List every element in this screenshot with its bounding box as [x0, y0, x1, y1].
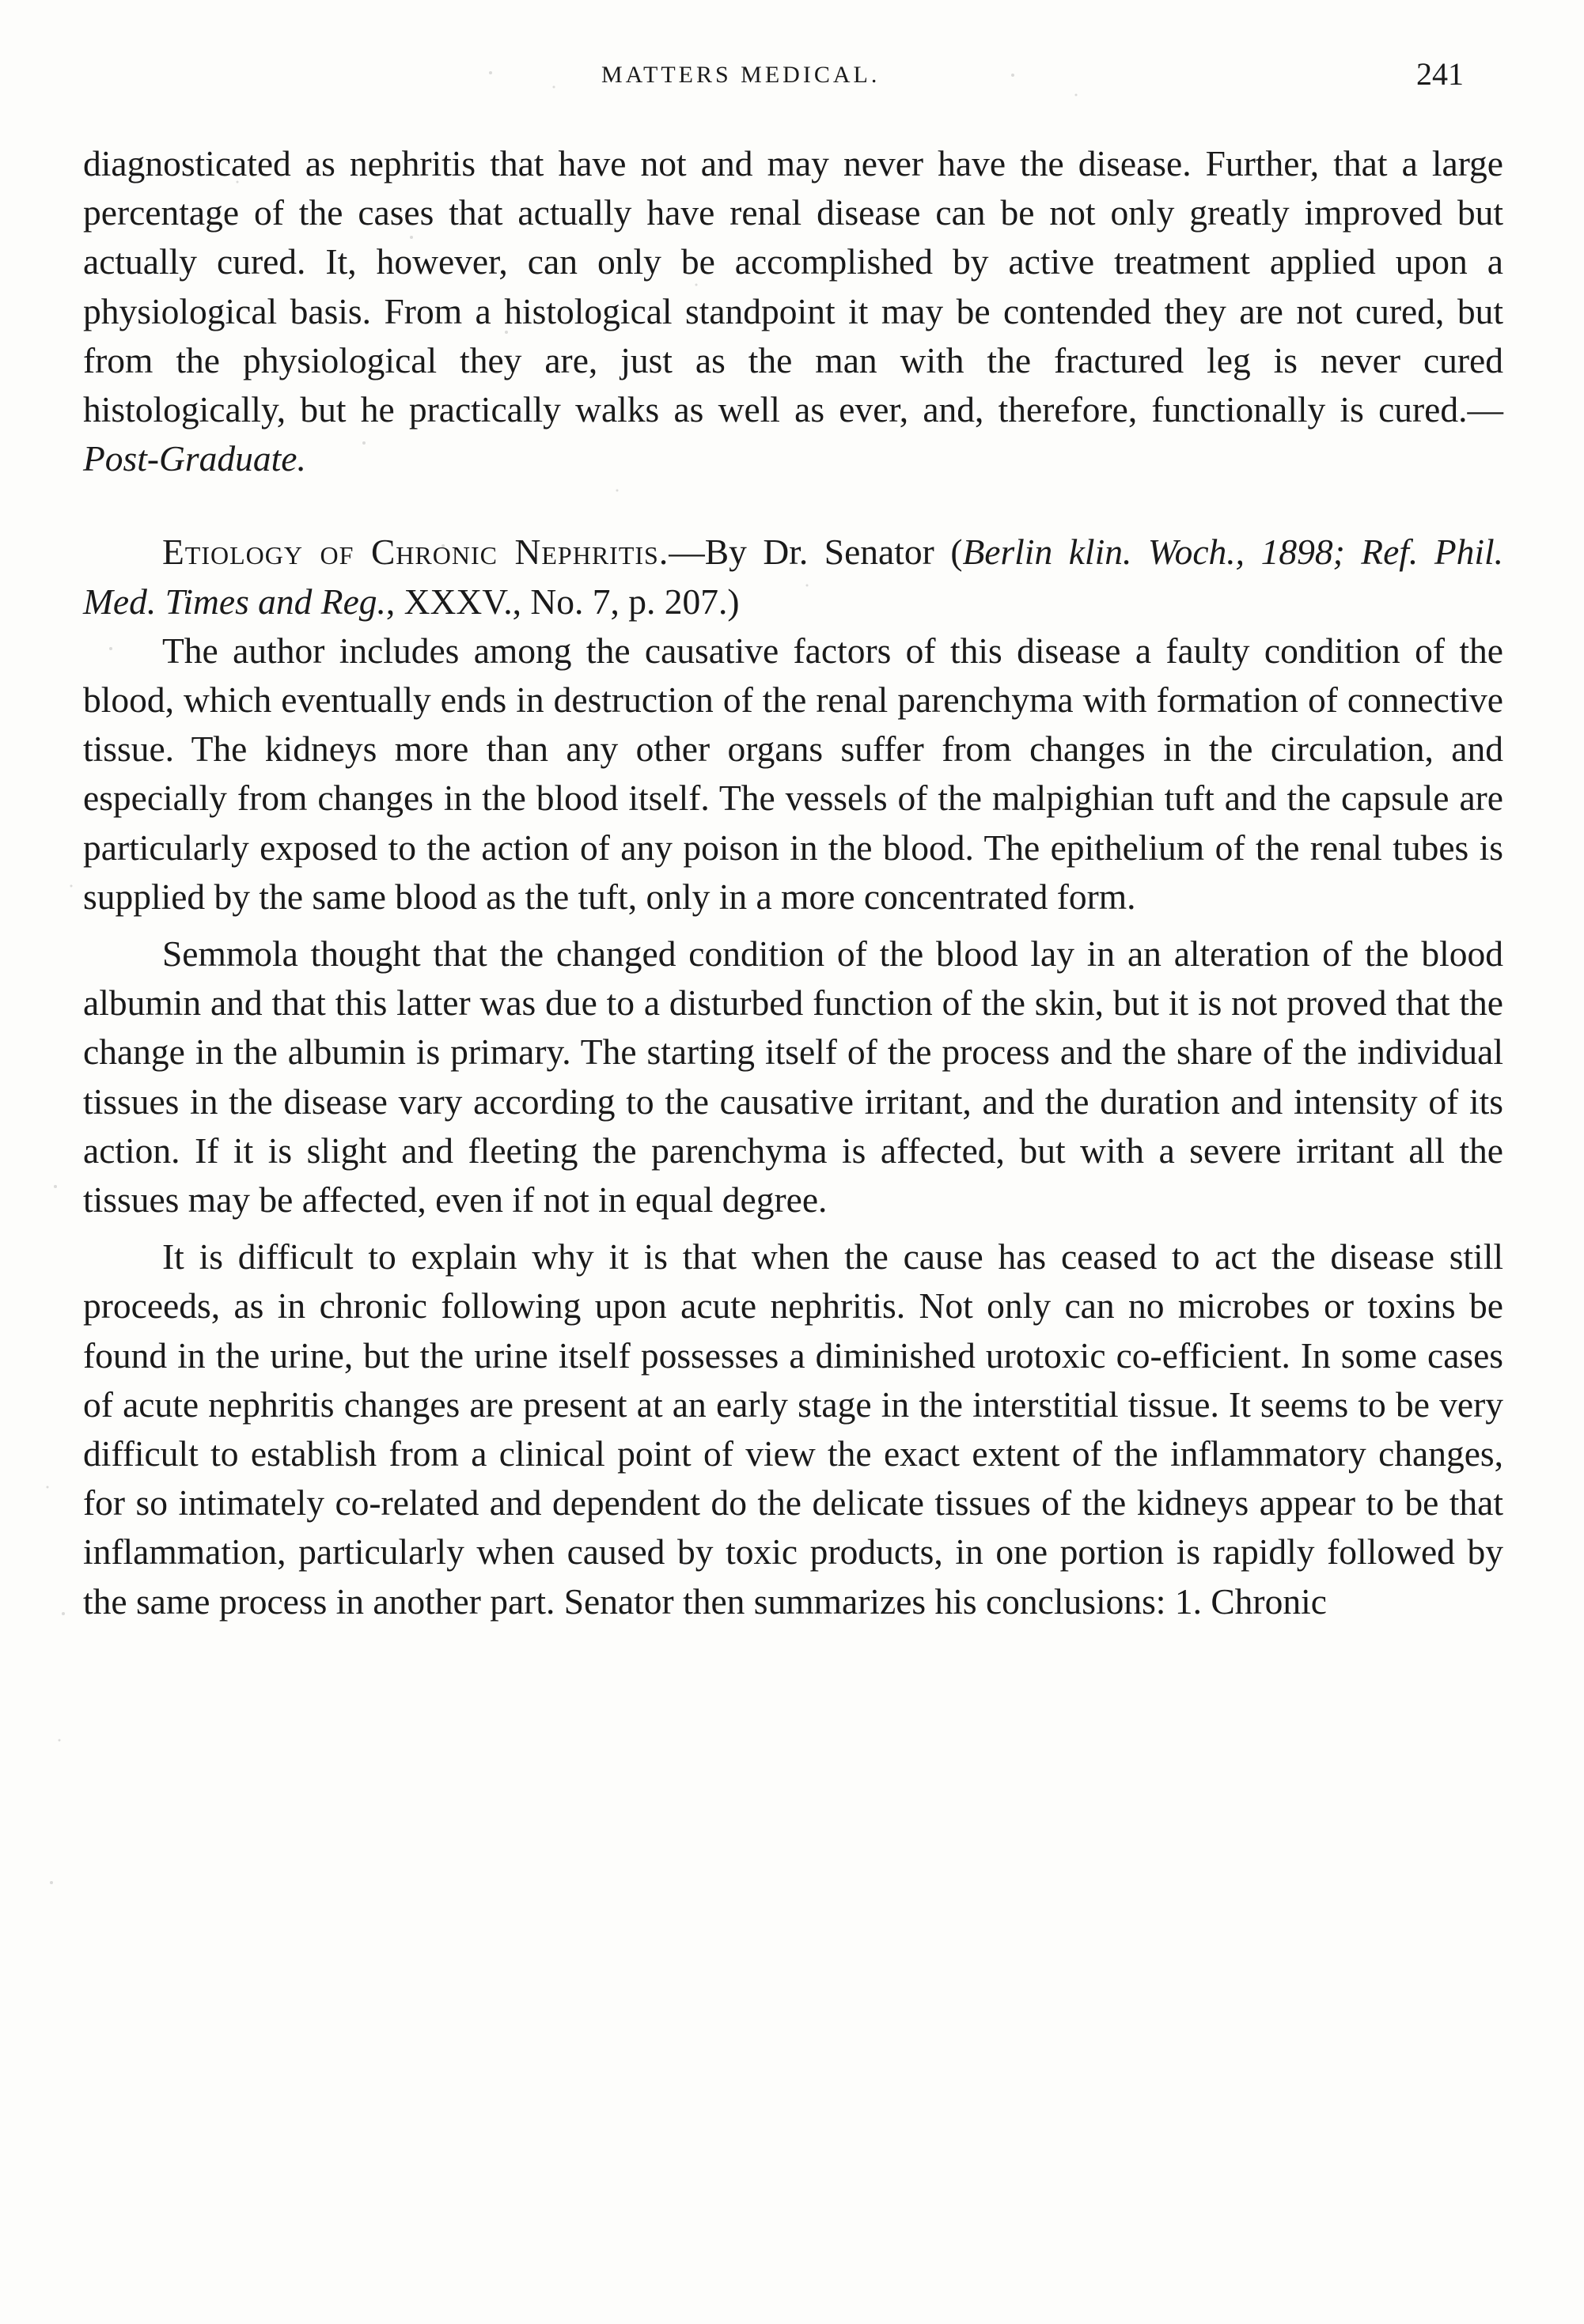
- citation-details: , XXXV., No. 7, p. 207.): [385, 581, 740, 622]
- source-attribution: Post-Graduate.: [83, 438, 306, 479]
- page-number: 241: [1416, 56, 1464, 92]
- continuation-text: diagnosticated as nephritis that have not and may never have the disease. Further, that a large percentage of the cases that actually have renal disease can be not only greatly improved but actually cured. It, however, can only be accomplished by active treatment applied upon a physiological basis. From a histological standpoint it may be contended they are not cured, but from the physiological they are, just as the man with the fractured leg is never cured histologically, but he practically walks as well as ever, and, therefore, functionally is cured.—: [83, 143, 1503, 430]
- page-header: [0, 55, 1584, 103]
- citation-open: (: [950, 532, 963, 573]
- citation-journal: Berlin klin. Woch., 1898; Ref. Phil. Med. Times and Reg.: [83, 532, 1504, 622]
- paragraph: Semmola thought that the changed condition of the blood lay in an alteration of the blood albumin and that this latter was due to a disturbed function of the skin, but it is not proved that the change in the albumin is primary. The starting itself of the process and the share of the individual tissues in the disease vary according to the causative irritant, and the duration and intensity of its action. If it is slight and fleeting the parenchyma is affected, but with a severe irritant all the tissues may be affected, even if not in equal degree.: [83, 933, 1503, 1221]
- article-heading: [83, 528, 1503, 626]
- body-text: [83, 139, 1503, 1626]
- running-head: MATTERS MEDICAL.: [601, 62, 881, 88]
- article-title: Etiology of Chronic Nephritis.: [162, 532, 669, 573]
- article-byline: —By Dr. Senator: [669, 532, 934, 573]
- paragraph: The author includes among the causative factors of this disease a faulty condition of the blood, which eventually ends in destruction of the renal parenchyma with formation of connective tissue. The kidneys more than any other organs suffer from changes in the circulation, and especially from changes in the blood itself. The vessels of the malpighian tuft and the capsule are particularly exposed to the action of any poison in the blood. The epithelium of the renal tubes is supplied by the same blood as the tuft, only in a more concentrated form.: [83, 630, 1503, 917]
- continuation-paragraph: [83, 139, 1503, 483]
- paragraph: It is difficult to explain why it is that when the cause has ceased to act the disease still proceeds, as in chronic following upon acute nephritis. Not only can no microbes or toxins be found in the urine, but the urine itself possesses a diminished urotoxic co-efficient. In some cases of acute nephritis changes are present at an early stage in the interstitial tissue. It seems to be very difficult to establish from a clinical point of view the exact extent of the inflammatory changes, for so intimately co-related and dependent do the delicate tissues of the kidneys appear to be that inflammation, particularly when caused by toxic products, in one portion is rapidly followed by the same process in another part. Senator then summarizes his conclusions: 1. Chronic: [83, 1236, 1503, 1622]
